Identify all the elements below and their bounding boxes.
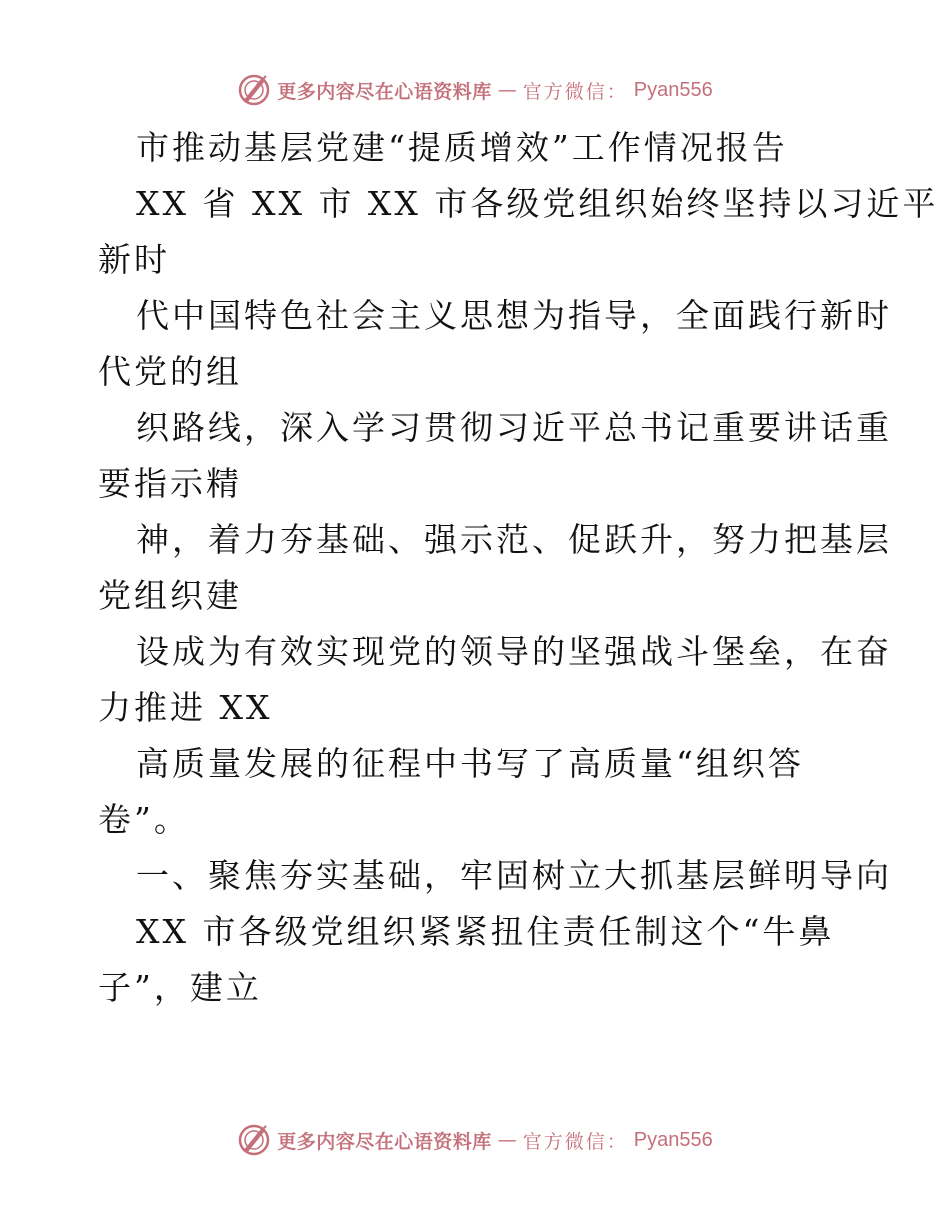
document-line: 力推进 XX <box>98 688 273 727</box>
footer-watermark <box>0 1120 950 1160</box>
watermark-wechat-label: 官方微信： <box>522 1130 628 1153</box>
document-line: 卷”。 <box>98 800 190 839</box>
document-line: 高质量发展的征程中书写了高质量“组织答 <box>136 744 804 783</box>
document-line: 一、聚焦夯实基础，牢固树立大抓基层鲜明导向 <box>136 856 892 895</box>
watermark-dash: — <box>497 79 517 101</box>
watermark-wechat-id: Pyan556 <box>633 78 713 101</box>
watermark-site-text: 更多内容尽在心语资料库 <box>277 80 492 103</box>
quill-logo-icon <box>237 1123 271 1157</box>
document-body <box>98 120 939 1016</box>
watermark-wechat-id: Pyan556 <box>633 1128 713 1151</box>
document-line: XX 省 XX 市 XX 市各级党组织始终坚持以习近平 <box>136 184 939 223</box>
document-line: 设成为有效实现党的领导的坚强战斗堡垒，在奋 <box>136 632 892 671</box>
watermark-wechat-label: 官方微信： <box>522 80 628 103</box>
document-line: 要指示精 <box>98 464 242 503</box>
document-line: 代党的组 <box>98 352 242 391</box>
watermark-dash: — <box>497 1129 517 1151</box>
document-line: 子”，建立 <box>98 968 262 1007</box>
document-line: 新时 <box>98 240 170 279</box>
quill-logo-icon <box>237 73 271 107</box>
document-line: 代中国特色社会主义思想为指导，全面践行新时 <box>136 296 892 335</box>
document-line: XX 市各级党组织紧紧扭住责任制这个“牛鼻 <box>136 912 835 951</box>
document-line: 党组织建 <box>98 576 242 615</box>
watermark-site-text: 更多内容尽在心语资料库 <box>277 1130 492 1153</box>
document-line: 织路线，深入学习贯彻习近平总书记重要讲话重 <box>136 408 892 447</box>
document-line: 神，着力夯基础、强示范、促跃升，努力把基层 <box>136 520 892 559</box>
document-line: 市推动基层党建“提质增效”工作情况报告 <box>136 128 788 167</box>
header-watermark <box>0 70 950 110</box>
